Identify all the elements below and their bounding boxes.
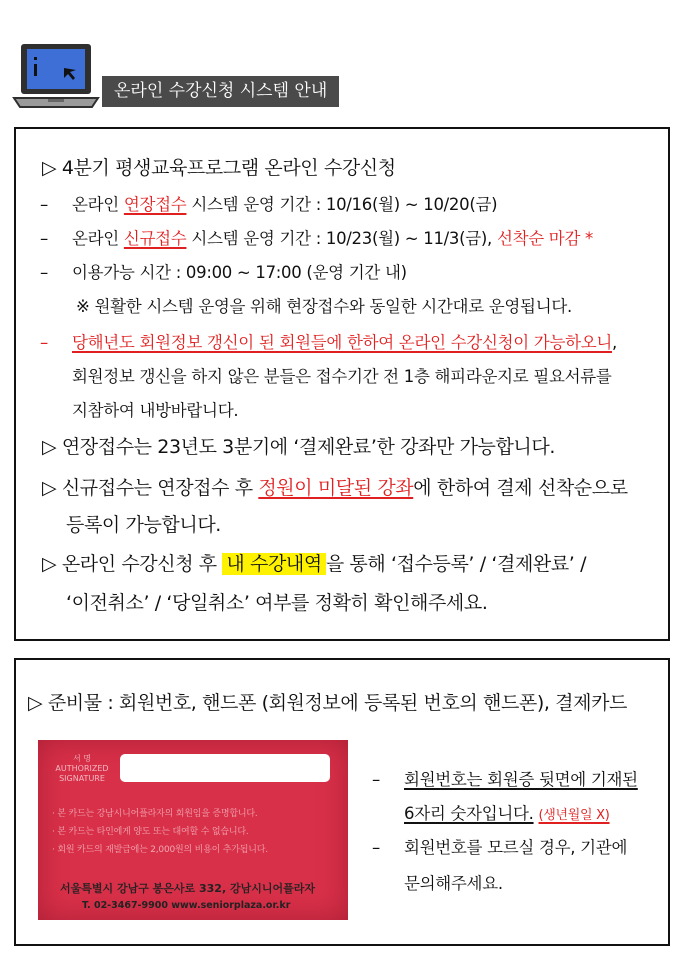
renewal-period-item: – 온라인 연장접수 시스템 운영 기간 : 10/16(월) ~ 10/20(금) xyxy=(40,195,498,214)
contact-info-2: 문의해주세요. xyxy=(404,874,503,893)
check-history-notice-2: ‘이전취소’ / ‘당일취소’ 여부를 정확히 확인해주세요. xyxy=(66,592,488,614)
section-header xyxy=(12,40,352,110)
member-renewal-notice: – 당해년도 회원정보 갱신이 된 회원들에 한하여 온라인 수강신청이 가능하오니, xyxy=(40,333,617,352)
member-renewal-text: 회원정보 갱신을 하지 않은 분들은 접수기간 전 1층 해피라운지로 필요서류를 xyxy=(72,367,612,386)
heading-online-registration: ▷ 4분기 평생교육프로그램 온라인 수강신청 xyxy=(42,157,396,179)
preparation-heading: ▷ 준비물 : 회원번호, 핸드폰 (회원정보에 등록된 번호의 핸드폰), 결제카드 xyxy=(28,692,627,714)
online-registration-box xyxy=(14,127,670,641)
member-card-image xyxy=(38,740,348,920)
card-note: · 본 카드는 강남시니어플라자의 회원임을 증명합니다. xyxy=(52,809,258,819)
new-registration-period-item: – 온라인 신규접수 시스템 운영 기간 : 10/23(월) ~ 11/3(금), 선착순 마감 * xyxy=(40,229,593,248)
card-note: · 회원 카드의 재발급에는 2,000원의 비용이 추가됩니다. xyxy=(52,845,268,855)
under-capacity-classes: 정원이 미달된 강좌 xyxy=(258,477,414,499)
laptop-icon xyxy=(12,40,100,110)
contact-info: – 회원번호를 모르실 경우, 기관에 xyxy=(372,838,628,857)
renewal-label: 연장접수 xyxy=(123,195,187,214)
card-phone-website: T. 02-3467-9900 www.seniorplaza.or.kr xyxy=(82,900,291,911)
my-classes-highlight: 내 수강내역 xyxy=(222,553,325,575)
card-signature-box xyxy=(120,754,330,782)
card-note: · 본 카드는 타인에게 양도 또는 대여할 수 없습니다. xyxy=(52,827,249,837)
new-registration-condition: ▷ 신규접수는 연장접수 후 정원이 미달된 강좌에 한하여 결제 선착순으로 xyxy=(42,477,628,499)
first-come-notice: 선착순 마감 * xyxy=(496,229,593,248)
renewal-condition: ▷ 연장접수는 23년도 3분기에 ‘결제완료’한 강좌만 가능합니다. xyxy=(42,436,555,458)
check-history-notice: ▷ 온라인 수강신청 후 내 수강내역 을 통해 ‘접수등록’ / ‘결제완료’ / xyxy=(42,553,587,575)
preparation-box xyxy=(14,658,670,946)
card-address: 서울특별시 강남구 봉은사로 332, 강남시니어플라자 xyxy=(60,882,315,895)
member-number-info: – 회원번호는 회원증 뒷면에 기재된 xyxy=(372,770,638,789)
member-renewal-text-2: 지참하여 내방바랍니다. xyxy=(72,401,239,420)
operation-note: ※ 원활한 시스템 운영을 위해 현장접수와 동일한 시간대로 운영됩니다. xyxy=(76,297,572,316)
card-signature-label: 서 명 AUTHORIZED SIGNATURE xyxy=(55,754,109,783)
available-hours-item: – 이용가능 시간 : 09:00 ~ 17:00 (운영 기간 내) xyxy=(40,263,407,282)
member-number-info-2: 6자리 숫자입니다. (생년월일 X) xyxy=(404,804,610,823)
new-registration-condition-2: 등록이 가능합니다. xyxy=(66,514,221,536)
page-title: 온라인 수강신청 시스템 안내 xyxy=(102,76,339,107)
new-registration-label: 신규접수 xyxy=(123,229,187,248)
birthdate-note: (생년월일 X) xyxy=(538,808,610,823)
